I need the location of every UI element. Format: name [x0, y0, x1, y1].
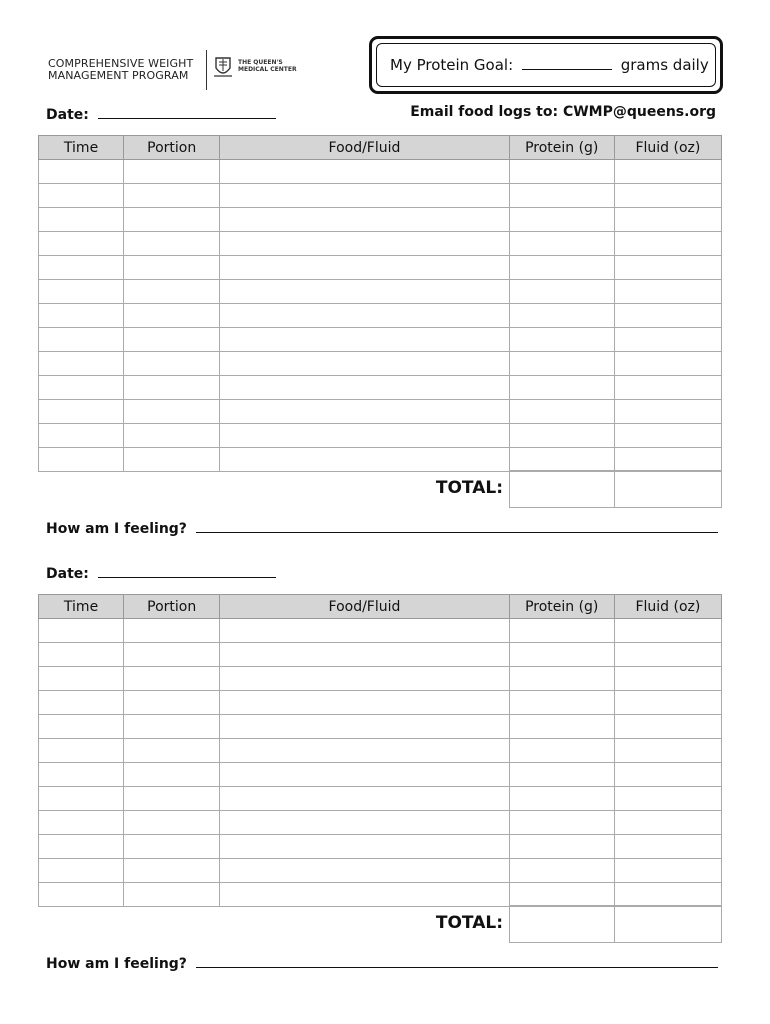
portion-cell[interactable]	[124, 448, 220, 472]
protein-cell[interactable]	[509, 280, 614, 304]
protein-cell[interactable]	[509, 376, 614, 400]
fluid-cell[interactable]	[614, 256, 721, 280]
food-fluid-cell[interactable]	[220, 859, 509, 883]
qmc-line1: THE QUEEN'S	[238, 59, 283, 66]
food-fluid-cell[interactable]	[220, 208, 509, 232]
table-row	[39, 691, 722, 715]
portion-cell[interactable]	[124, 184, 220, 208]
table-row	[39, 448, 722, 472]
food-fluid-cell[interactable]	[220, 424, 509, 448]
fluid-cell[interactable]	[614, 424, 721, 448]
total-label: TOTAL:	[435, 913, 503, 933]
portion-cell[interactable]	[124, 883, 220, 907]
feeling-field[interactable]	[196, 953, 718, 968]
protein-cell[interactable]	[509, 715, 614, 739]
fluid-cell[interactable]	[614, 643, 721, 667]
protein-goal-box	[369, 36, 723, 94]
col-header-time: Time	[39, 595, 124, 619]
logo-divider	[206, 50, 207, 90]
time-cell[interactable]	[39, 763, 124, 787]
food-fluid-cell[interactable]	[220, 448, 509, 472]
fluid-cell[interactable]	[614, 883, 721, 907]
date-field[interactable]	[98, 104, 276, 119]
time-cell[interactable]	[39, 160, 124, 184]
food-fluid-cell[interactable]	[220, 787, 509, 811]
table-row	[39, 208, 722, 232]
protein-goal-text	[390, 55, 709, 74]
food-log-table-1	[38, 135, 722, 472]
time-cell[interactable]	[39, 352, 124, 376]
table-row	[39, 715, 722, 739]
food-fluid-cell[interactable]	[220, 232, 509, 256]
food-fluid-cell[interactable]	[220, 619, 509, 643]
date-line-2	[46, 563, 276, 582]
portion-cell[interactable]	[124, 715, 220, 739]
fluid-cell[interactable]	[614, 691, 721, 715]
fluid-cell[interactable]	[614, 787, 721, 811]
protein-total-field[interactable]	[509, 470, 615, 508]
food-fluid-cell[interactable]	[220, 400, 509, 424]
portion-cell[interactable]	[124, 208, 220, 232]
table-row	[39, 400, 722, 424]
food-fluid-cell[interactable]	[220, 184, 509, 208]
time-cell[interactable]	[39, 715, 124, 739]
col-header-portion: Portion	[124, 136, 220, 160]
portion-cell[interactable]	[124, 619, 220, 643]
time-cell[interactable]	[39, 448, 124, 472]
fluid-cell[interactable]	[614, 763, 721, 787]
fluid-cell[interactable]	[614, 184, 721, 208]
portion-cell[interactable]	[124, 739, 220, 763]
col-header-fluid: Fluid (oz)	[614, 595, 721, 619]
food-fluid-cell[interactable]	[220, 304, 509, 328]
protein-cell[interactable]	[509, 424, 614, 448]
col-header-portion: Portion	[124, 595, 220, 619]
table-row	[39, 352, 722, 376]
fluid-cell[interactable]	[614, 667, 721, 691]
time-cell[interactable]	[39, 667, 124, 691]
portion-cell[interactable]	[124, 763, 220, 787]
table-row	[39, 184, 722, 208]
fluid-cell[interactable]	[614, 400, 721, 424]
time-cell[interactable]	[39, 256, 124, 280]
protein-cell[interactable]	[509, 643, 614, 667]
fluid-cell[interactable]	[614, 715, 721, 739]
date-line-1	[46, 104, 276, 123]
protein-goal-field[interactable]	[522, 55, 612, 70]
portion-cell[interactable]	[124, 667, 220, 691]
fluid-total-field[interactable]	[614, 470, 722, 508]
table-row	[39, 304, 722, 328]
portion-cell[interactable]	[124, 424, 220, 448]
food-fluid-cell[interactable]	[220, 691, 509, 715]
food-fluid-cell[interactable]	[220, 811, 509, 835]
time-cell[interactable]	[39, 883, 124, 907]
table-row	[39, 424, 722, 448]
time-cell[interactable]	[39, 304, 124, 328]
fluid-cell[interactable]	[614, 811, 721, 835]
portion-cell[interactable]	[124, 835, 220, 859]
total-label: TOTAL:	[435, 478, 503, 498]
protein-cell[interactable]	[509, 739, 614, 763]
table-header-row	[39, 136, 722, 160]
protein-cell[interactable]	[509, 352, 614, 376]
protein-cell[interactable]	[509, 400, 614, 424]
protein-cell[interactable]	[509, 304, 614, 328]
fluid-cell[interactable]	[614, 739, 721, 763]
food-fluid-cell[interactable]	[220, 352, 509, 376]
protein-cell[interactable]	[509, 859, 614, 883]
total-row-1	[38, 470, 722, 508]
fluid-cell[interactable]	[614, 232, 721, 256]
protein-cell[interactable]	[509, 667, 614, 691]
fluid-cell[interactable]	[614, 352, 721, 376]
protein-cell[interactable]	[509, 256, 614, 280]
table-row	[39, 835, 722, 859]
date-label: Date:	[46, 107, 89, 123]
feeling-label: How am I feeling?	[46, 956, 187, 972]
fluid-cell[interactable]	[614, 208, 721, 232]
table-row	[39, 280, 722, 304]
food-fluid-cell[interactable]	[220, 763, 509, 787]
protein-cell[interactable]	[509, 835, 614, 859]
time-cell[interactable]	[39, 835, 124, 859]
fluid-cell[interactable]	[614, 304, 721, 328]
portion-cell[interactable]	[124, 811, 220, 835]
protein-cell[interactable]	[509, 811, 614, 835]
fluid-cell[interactable]	[614, 160, 721, 184]
table-row	[39, 328, 722, 352]
col-header-protein: Protein (g)	[509, 595, 614, 619]
food-fluid-cell[interactable]	[220, 280, 509, 304]
portion-cell[interactable]	[124, 160, 220, 184]
table-row	[39, 643, 722, 667]
portion-cell[interactable]	[124, 232, 220, 256]
fluid-cell[interactable]	[614, 448, 721, 472]
portion-cell[interactable]	[124, 352, 220, 376]
protein-cell[interactable]	[509, 763, 614, 787]
table-row	[39, 859, 722, 883]
program-name-line1: COMPREHENSIVE WEIGHT	[48, 57, 194, 70]
protein-cell[interactable]	[509, 208, 614, 232]
feeling-line-1	[46, 518, 718, 537]
medical-center-logo	[238, 59, 297, 73]
time-cell[interactable]	[39, 376, 124, 400]
food-fluid-cell[interactable]	[220, 256, 509, 280]
protein-cell[interactable]	[509, 619, 614, 643]
table-row	[39, 160, 722, 184]
table-row	[39, 256, 722, 280]
protein-cell[interactable]	[509, 787, 614, 811]
protein-cell[interactable]	[509, 328, 614, 352]
header	[0, 0, 770, 130]
program-name-line2: MANAGEMENT PROGRAM	[48, 69, 189, 82]
time-cell[interactable]	[39, 424, 124, 448]
table-row	[39, 667, 722, 691]
qmc-line2: MEDICAL CENTER	[238, 66, 297, 73]
portion-cell[interactable]	[124, 304, 220, 328]
fluid-cell[interactable]	[614, 835, 721, 859]
portion-cell[interactable]	[124, 643, 220, 667]
time-cell[interactable]	[39, 787, 124, 811]
food-fluid-cell[interactable]	[220, 883, 509, 907]
protein-cell[interactable]	[509, 160, 614, 184]
protein-cell[interactable]	[509, 883, 614, 907]
time-cell[interactable]	[39, 859, 124, 883]
protein-cell[interactable]	[509, 184, 614, 208]
time-cell[interactable]	[39, 328, 124, 352]
table-row	[39, 232, 722, 256]
food-fluid-cell[interactable]	[220, 835, 509, 859]
protein-goal-unit: grams daily	[620, 56, 709, 74]
total-row-2	[38, 905, 722, 943]
col-header-food-fluid: Food/Fluid	[220, 595, 509, 619]
portion-cell[interactable]	[124, 859, 220, 883]
food-log-table-2	[38, 594, 722, 907]
fluid-cell[interactable]	[614, 328, 721, 352]
food-fluid-cell[interactable]	[220, 160, 509, 184]
time-cell[interactable]	[39, 739, 124, 763]
date-label: Date:	[46, 566, 89, 582]
portion-cell[interactable]	[124, 691, 220, 715]
fluid-cell[interactable]	[614, 859, 721, 883]
portion-cell[interactable]	[124, 376, 220, 400]
table-row	[39, 787, 722, 811]
food-fluid-cell[interactable]	[220, 376, 509, 400]
time-cell[interactable]	[39, 691, 124, 715]
col-header-protein: Protein (g)	[509, 136, 614, 160]
table-row	[39, 376, 722, 400]
food-fluid-cell[interactable]	[220, 328, 509, 352]
feeling-line-2	[46, 953, 718, 972]
email-instructions: Email food logs to: CWMP@queens.org	[410, 104, 716, 120]
food-fluid-cell[interactable]	[220, 739, 509, 763]
protein-cell[interactable]	[509, 448, 614, 472]
time-cell[interactable]	[39, 643, 124, 667]
time-cell[interactable]	[39, 619, 124, 643]
col-header-time: Time	[39, 136, 124, 160]
crest-icon	[213, 54, 233, 80]
time-cell[interactable]	[39, 400, 124, 424]
protein-cell[interactable]	[509, 691, 614, 715]
time-cell[interactable]	[39, 184, 124, 208]
time-cell[interactable]	[39, 232, 124, 256]
time-cell[interactable]	[39, 208, 124, 232]
portion-cell[interactable]	[124, 280, 220, 304]
table-header-row	[39, 595, 722, 619]
time-cell[interactable]	[39, 811, 124, 835]
portion-cell[interactable]	[124, 328, 220, 352]
time-cell[interactable]	[39, 280, 124, 304]
food-fluid-cell[interactable]	[220, 715, 509, 739]
feeling-label: How am I feeling?	[46, 521, 187, 537]
fluid-cell[interactable]	[614, 280, 721, 304]
fluid-total-field[interactable]	[614, 905, 722, 943]
table-row	[39, 883, 722, 907]
col-header-fluid: Fluid (oz)	[614, 136, 721, 160]
portion-cell[interactable]	[124, 787, 220, 811]
protein-cell[interactable]	[509, 232, 614, 256]
col-header-food-fluid: Food/Fluid	[220, 136, 509, 160]
portion-cell[interactable]	[124, 400, 220, 424]
fluid-cell[interactable]	[614, 619, 721, 643]
table-row	[39, 619, 722, 643]
protein-goal-label: My Protein Goal:	[390, 56, 514, 74]
food-fluid-cell[interactable]	[220, 667, 509, 691]
table-row	[39, 739, 722, 763]
food-fluid-cell[interactable]	[220, 643, 509, 667]
portion-cell[interactable]	[124, 256, 220, 280]
protein-total-field[interactable]	[509, 905, 615, 943]
date-field[interactable]	[98, 563, 276, 578]
table-row	[39, 811, 722, 835]
program-name	[48, 58, 193, 82]
table-row	[39, 763, 722, 787]
feeling-field[interactable]	[196, 518, 718, 533]
fluid-cell[interactable]	[614, 376, 721, 400]
